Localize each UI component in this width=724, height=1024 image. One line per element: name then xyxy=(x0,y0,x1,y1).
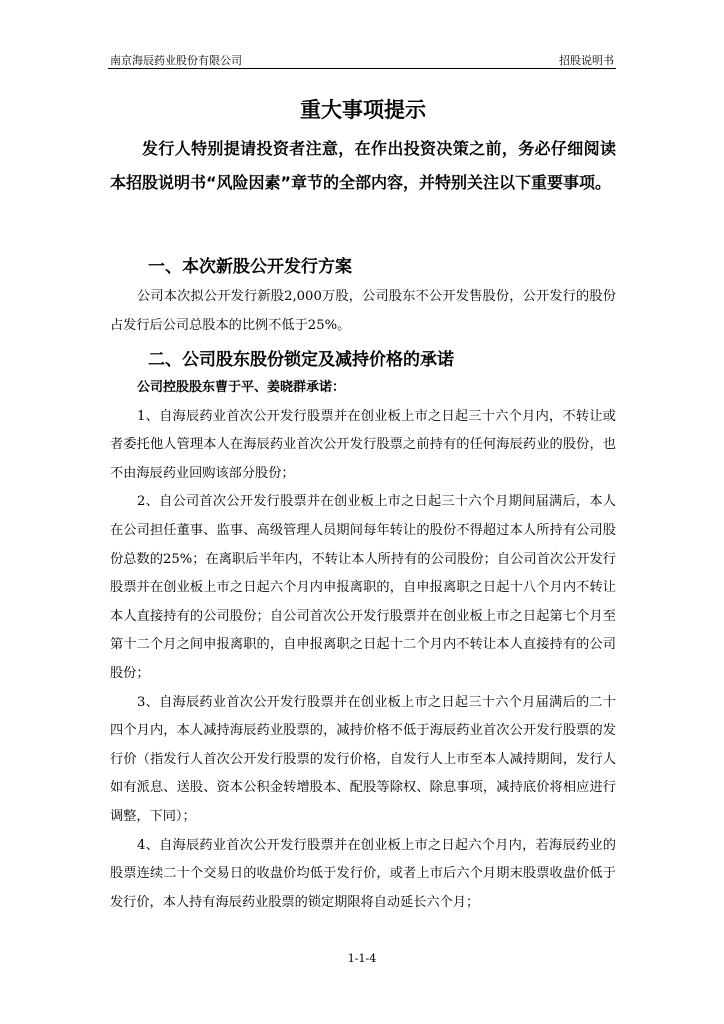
header-doc-type: 招股说明书 xyxy=(559,54,614,67)
commitment-item: 2、自公司首次公开发行股票并在创业板上市之日起三十六个月期间届满后，本人在公司担任董事、监事、高级管理人员期间每年转让的股份不得超过本人所持有公司股份总数的25%；在离职后半年内，不转让本人所持有的公司股份；自公司首次公开发行股票并在创业板上市之日起六个月内申报离职的，自申报离职之日起十八个月内不转让本人直接持有的公司股份；自公司首次公开发行股票并在创业板上市之日起第七个月至第十二个月之间申报离职的，自申报离职之日起十二个月内不转让本人直接持有的公司股份； xyxy=(110,494,616,681)
commitment-item: 4、自海辰药业首次公开发行股票并在创业板上市之日起六个月内，若海辰药业的股票连续二十个交易日的收盘价均低于发行价，或者上市后六个月期末股票收盘价低于发行价，本人持有海辰药业股票的锁定期限将自动延长六个月； xyxy=(110,837,616,910)
section2-heading: 二、公司股东股份锁定及减持价格的承诺 xyxy=(148,350,454,370)
page-number: 1-1-4 xyxy=(347,952,377,965)
section2-subheading: 公司控股股东曹于平、姜晓群承诺： xyxy=(137,380,346,395)
section2-body xyxy=(110,374,616,917)
section1-heading: 一、本次新股公开发行方案 xyxy=(148,257,352,277)
header-company: 南京海辰药业股份有限公司 xyxy=(110,54,242,67)
section1-body xyxy=(110,283,616,340)
section1-text: 公司本次拟公开发行新股2,000万股，公司股东不公开发售股份，公开发行的股份占发行后公司总股本的比例不低于25%。 xyxy=(110,289,616,333)
commitment-item: 3、自海辰药业首次公开发行股票并在创业板上市之日起三十六个月届满后的二十四个月内，本人减持海辰药业股票的，减持价格不低于海辰药业首次公开发行股票的发行价（指发行人首次公开发行股票的发行价格，自发行人上市至本人减持期间，发行人如有派息、送股、资本公积金转增股本、配股等除权、除息事项，减持底价将相应进行调整，下同）； xyxy=(110,694,616,824)
page-header xyxy=(108,50,616,69)
commitment-item: 1、自海辰药业首次公开发行股票并在创业板上市之日起三十六个月内，不转让或者委托他人管理本人在海辰药业首次公开发行股票之前持有的任何海辰药业的股份，也不由海辰药业回购该部分股份； xyxy=(110,408,616,481)
intro-text: 发行人特别提请投资者注意，在作出投资决策之前，务必仔细阅读本招股说明书“风险因素”章节的全部内容，并特别关注以下重要事项。 xyxy=(110,139,616,192)
page-title: 重大事项提示 xyxy=(300,98,426,122)
intro-paragraph xyxy=(110,132,616,200)
